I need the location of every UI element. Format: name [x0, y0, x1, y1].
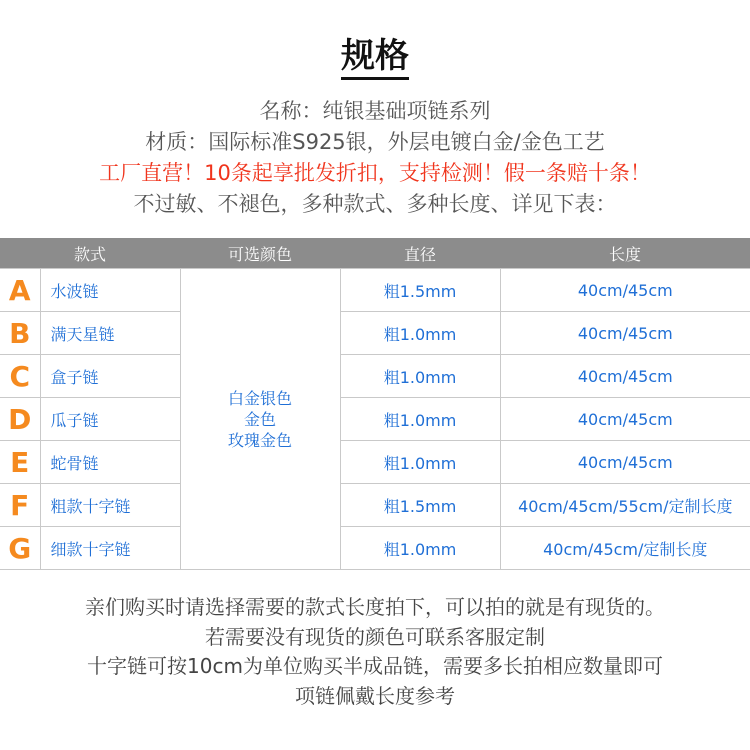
- row-diameter: 粗1.0mm: [340, 312, 500, 355]
- color-option: 白金银色: [228, 388, 293, 408]
- page-title: [0, 32, 750, 80]
- note-line: 十字链可按10cm为单位购买半成品链，需要多长拍相应数量即可: [87, 654, 663, 678]
- row-length: 40cm/45cm: [500, 269, 750, 312]
- row-length: 40cm/45cm/定制长度: [500, 527, 750, 570]
- features-line: 不过敏、不褪色，多种款式、多种长度、详见下表：: [133, 192, 617, 216]
- row-diameter: 粗1.0mm: [340, 398, 500, 441]
- table-header-row: [0, 238, 750, 269]
- table-row: [0, 312, 750, 355]
- table-row: [0, 269, 750, 312]
- row-diameter: 粗1.0mm: [340, 527, 500, 570]
- row-letter: C: [0, 355, 40, 398]
- note-line: 项链佩戴长度参考: [295, 683, 455, 708]
- row-length: 40cm/45cm/55cm/定制长度: [500, 484, 750, 527]
- table-row: [0, 484, 750, 527]
- product-name-line: 名称：纯银基础项链系列: [259, 99, 491, 123]
- row-style-name: 蛇骨链: [40, 441, 180, 484]
- row-length: 40cm/45cm: [500, 398, 750, 441]
- note-line: 亲们购买时请选择需要的款式长度拍下，可以拍的就是有现货的。: [85, 595, 665, 619]
- header-diameter: 直径: [340, 238, 500, 269]
- row-diameter: 粗1.0mm: [340, 441, 500, 484]
- row-style-name: 满天星链: [40, 312, 180, 355]
- material-line: 材质：国际标准S925银，外层电镀白金/金色工艺: [145, 130, 605, 154]
- row-letter: D: [0, 398, 40, 441]
- row-style-name: 瓜子链: [40, 398, 180, 441]
- row-style-name: 粗款十字链: [40, 484, 180, 527]
- row-letter: G: [0, 527, 40, 570]
- promo-line: 工厂直营！10条起享批发折扣，支持检测！假一条赔十条！: [99, 161, 651, 185]
- table-row: [0, 398, 750, 441]
- row-diameter: 粗1.5mm: [340, 484, 500, 527]
- row-diameter: 粗1.0mm: [340, 355, 500, 398]
- header-length: 长度: [500, 238, 750, 269]
- table-row: [0, 527, 750, 570]
- row-length: 40cm/45cm: [500, 312, 750, 355]
- available-colors-cell: [180, 269, 340, 570]
- header-colors: 可选颜色: [180, 238, 340, 269]
- row-letter: F: [0, 484, 40, 527]
- row-length: 40cm/45cm: [500, 355, 750, 398]
- row-letter: B: [0, 312, 40, 355]
- intro-block: [0, 96, 750, 220]
- row-style-name: 水波链: [40, 269, 180, 312]
- row-length: 40cm/45cm: [500, 441, 750, 484]
- table-row: [0, 441, 750, 484]
- header-style: 款式: [0, 238, 180, 269]
- note-line: 若需要没有现货的颜色可联系客服定制: [205, 624, 545, 649]
- row-letter: A: [0, 269, 40, 312]
- row-letter: E: [0, 441, 40, 484]
- row-diameter: 粗1.5mm: [340, 269, 500, 312]
- page-title-text: 规格: [341, 36, 409, 80]
- color-option: 玫瑰金色: [228, 430, 293, 450]
- table-row: [0, 355, 750, 398]
- row-style-name: 盒子链: [40, 355, 180, 398]
- color-option: 金色: [244, 409, 277, 429]
- row-style-name: 细款十字链: [40, 527, 180, 570]
- spec-table: [0, 238, 750, 570]
- purchase-notes: [0, 593, 750, 711]
